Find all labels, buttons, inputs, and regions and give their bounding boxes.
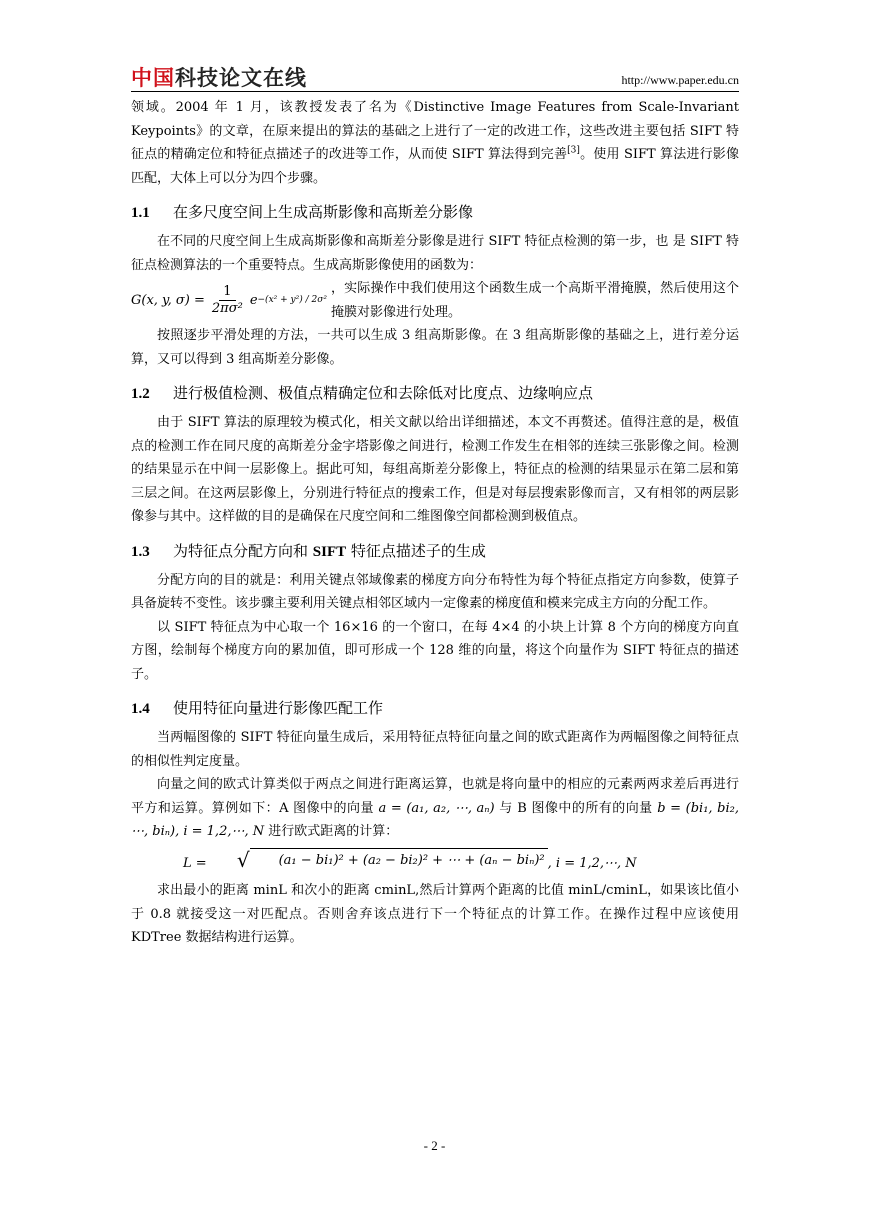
paragraph: 向量之间的欧式计算类似于两点之间进行距离运算，也就是将向量中的相应的元素两两求差后再进行平方和运算。算例如下：A 图像中的向量 a = (a₁, a₂, ⋯, aₙ) 与 B 图像中的所有的向量 b = (bi₁, bi₂, ⋯, biₙ), i = 1,2,⋯, N 进行欧式距离的计算： — [131, 777, 739, 839]
euclidean-distance-formula: L = √ (a₁ − bi₁)² + (a₂ − bi₂)² + ⋯ + (aₙ − biₙ)² , i = 1,2,⋯, N — [183, 847, 637, 872]
article-body — [131, 96, 739, 950]
section-heading-1-4: 1.4 使用特征向量进行影像匹配工作 — [131, 699, 384, 717]
paragraph: 以 SIFT 特征点为中心取一个 16×16 的一个窗口，在每 4×4 的小块上计算 8 个方向的梯度方向直方图，绘制每个梯度方向的累加值，即可形成一个 128 维的向量，将这个向量作为 SIFT 特征点的描述子。 — [131, 619, 739, 682]
paragraph: 在不同的尺度空间上生成高斯影像和高斯差分影像是进行 SIFT 特征点检测的第一步，也 是 SIFT 特征点检测算法的一个重要特点。生成高斯影像使用的函数为： — [131, 234, 739, 273]
page-header — [131, 60, 739, 90]
header-url[interactable]: http://www.paper.edu.cn — [621, 73, 739, 87]
exponent: −(x² + y²) / 2σ² — [257, 294, 327, 305]
gaussian-formula: G(x, y, σ) = $\frac{1}{\text{2πσ²}}$ e −(x² + y²) / 2σ² ，实际操作中我们使用这个函数生成一个高斯平滑掩膜，然后使用这个掩膜对影像进行处理。 — [131, 281, 739, 320]
citation-ref[interactable]: [3] — [567, 145, 580, 156]
paragraph: 按照逐步平滑处理的方法，一共可以生成 3 组高斯影像。在 3 组高斯影像的基础之上，进行差分运算，又可以得到 3 组高斯差分影像。 — [131, 328, 739, 367]
paragraph: 当两幅图像的 SIFT 特征向量生成后，采用特征点特征向量之间的欧式距离作为两幅图像之间特征点的相似性判定度量。 — [131, 730, 739, 769]
section-heading-1-1: 1.1 在多尺度空间上生成高斯影像和高斯差分影像 — [131, 203, 474, 221]
vector-b: b = (bi₁, bi₂, ⋯, biₙ), i = 1,2,⋯, N — [131, 800, 739, 839]
vector-a: a = (a₁, a₂, ⋯, aₙ) — [378, 800, 495, 816]
section-heading-1-2: 1.2 进行极值检测、极值点精确定位和去除低对比度点、边缘响应点 — [131, 384, 594, 402]
paragraph: 分配方向的目的就是：利用关键点邻域像素的梯度方向分布特性为每个特征点指定方向参数，使算子具备旋转不变性。该步骤主要利用关键点相邻区域内一定像素的梯度值和模来完成主方向的分配工作。 — [131, 572, 739, 611]
paragraph: 求出最小的距离 minL 和次小的距离 cminL,然后计算两个距离的比值 minL/cminL，如果该比值小于 0.8 就接受这一对匹配点。否则舍弃该点进行下一个特征点的计算工作。在操作过程中应该使用 KDTree 数据结构进行运算。 — [131, 883, 739, 945]
paragraph: 由于 SIFT 算法的原理较为模式化，相关文献以给出详细描述，本文不再赘述。值得注意的是，极值点的检测工作在同尺度的高斯差分金字塔影像之间进行，检测工作发生在相邻的连续三张影像之间。检测的结果显示在中间一层影像上。据此可知，每组高斯差分影像上，特征点的检测的结果显示在第二层和第三层之间。在这两层影像上，分别进行特征点的搜索工作，但是对每层搜索影像而言，又有相邻的两层影像参与其中。这样做的目的是确保在尺度空间和二维图像空间都检测到极值点。 — [131, 415, 739, 524]
sqrt: √ (a₁ − bi₁)² + (a₂ − bi₂)² + ⋯ + (aₙ − biₙ)² — [211, 848, 548, 873]
intro-paragraph: 领域。2004 年 1 月，该教授发表了名为《Distinctive Image Features from Scale-Invariant Keypoints》的文章，在原来提出的算法的基础之上进行了一定的改进工作，这些改进主要包括 SIFT 特征点的精确定位和特征点描述子的改进等工作，从而使 SIFT 算法得到完善[3]。使用 SIFT 算法进行影像匹配，大体上可以分为四个步骤。 — [131, 100, 739, 186]
section-heading-1-3: 1.3 为特征点分配方向和 SIFT 特征点描述子的生成 — [131, 541, 486, 560]
header-rule — [131, 91, 739, 92]
journal-logo — [131, 62, 307, 92]
logo-part-dark: 科技论文在线 — [175, 66, 307, 90]
page-number: - 2 - — [423, 1138, 446, 1153]
radical-icon: √ — [236, 847, 250, 872]
fraction: $\frac{1}{\text{2πσ²}}$ — [211, 284, 243, 316]
logo-part-red: 中国 — [131, 66, 175, 90]
